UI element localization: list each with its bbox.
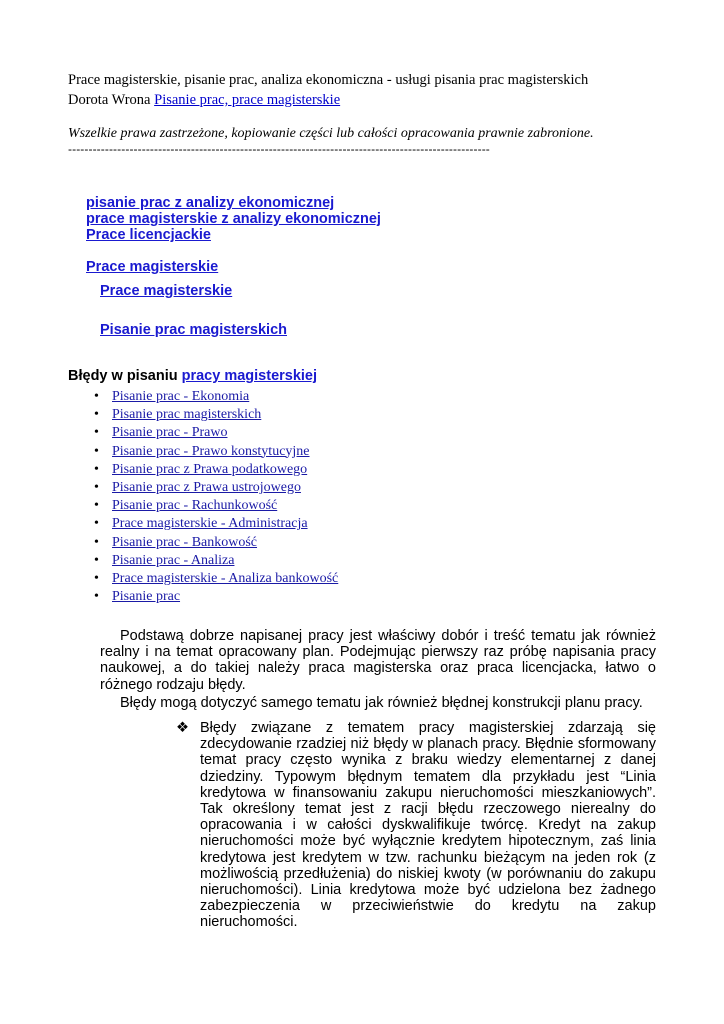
header-title-line (68, 70, 588, 90)
header-author-line (68, 90, 588, 110)
services-list (94, 388, 338, 606)
list-link-administracja[interactable]: Prace magisterskie - Administracja (112, 516, 308, 532)
list-link-prawo-konstytucyjne[interactable]: Pisanie prac - Prawo konstytucyjne (112, 443, 310, 459)
list-item (94, 424, 338, 442)
top-links-block (86, 195, 381, 243)
list-item (94, 588, 338, 606)
copyright-notice: Wszelkie prawa zastrzeżone, kopiowanie części lub całości opracowania prawnie zabronione. (68, 126, 594, 141)
link-prace-magisterskie-analiza[interactable]: prace magisterskie z analizy ekonomicznej (86, 211, 381, 227)
list-link-prawo-ustrojowe[interactable]: Pisanie prac z Prawa ustrojowego (112, 480, 301, 496)
link-prace-magisterskie-1[interactable]: Prace magisterskie (86, 259, 219, 275)
body-paragraph-1-text: Podstawą dobrze napisanej pracy jest właściwy dobór i treść tematu jak również realny i na temat opracowany plan. Podejmując pierwszy raz próbę napisania pracy naukowej, a do takiej należy praca magisterska oraz praca licencjacka, łatwo o różnego rodzaju błędy. (100, 628, 656, 693)
mid-link-block-1 (86, 259, 218, 275)
diamond-bullet-icon: ❖ (176, 720, 189, 736)
list-link-pisanie-prac-magisterskich[interactable]: Pisanie prac magisterskich (112, 407, 262, 423)
list-link-analiza-bankowosc[interactable]: Prace magisterskie - Analiza bankowość (112, 571, 339, 587)
header-title-suffix: - usługi pisania prac magisterskich (383, 72, 589, 88)
header-title: Prace magisterskie, pisanie prac, analiza ekonomiczna (68, 72, 384, 88)
errors-heading-link[interactable]: pracy magisterskiej (181, 368, 318, 384)
list-item (94, 406, 338, 424)
list-item (94, 552, 338, 570)
link-prace-magisterskie-2[interactable]: Prace magisterskie (100, 283, 233, 299)
link-analiza-ekonomiczna[interactable]: pisanie prac z analizy ekonomicznej (86, 195, 335, 211)
errors-heading (68, 368, 317, 384)
document-header (68, 70, 588, 110)
list-item (94, 461, 338, 479)
list-link-ekonomia[interactable]: Pisanie prac - Ekonomia (112, 389, 250, 404)
body-paragraph-2: Błędy mogą dotyczyć samego tematu jak również błędnej konstrukcji planu pracy. (120, 695, 643, 711)
list-link-analiza[interactable]: Pisanie prac - Analiza (112, 552, 235, 568)
body-paragraph-1 (100, 628, 656, 693)
divider-line: ------------------------------------------------------------------------------------------------------- (68, 142, 490, 156)
list-link-pisanie-prac[interactable]: Pisanie prac (112, 589, 181, 605)
link-prace-licencjackie[interactable]: Prace licencjackie (86, 227, 211, 243)
list-item (94, 570, 338, 588)
list-item (94, 388, 338, 406)
diamond-item-text: Błędy związane z tematem pracy magisterskiej zdarzają się zdecydowanie rzadziej niż błędy w planach pracy. Błędnie sformowany temat pracy często wynika z braku wiedzy elementarnej z danej dziedziny. Typowym błędnym tematem dla przykładu jest “Linia kredytowa w finansowaniu zakupu nieruchomości mieszkaniowych”. Tak określony temat jest z racji błędu rzeczowego nierealny do opracowania i w całości dyskwalifikuje twórcę. Kredyt na zakup nieruchomości może być wyłącznie kredytem hipotecznym, zaś linia kredytowa jest kredytem w tzw. rachunku bieżącym na jeden rok (z możliwością przedłużenia) do niskiej kwoty (w porównaniu do zakupu nieruchomości). Linia kredytowa może być udzielona bez żadnego zabezpieczenia w przeciwieństwie do kredytu na zakup nieruchomości. (200, 720, 656, 931)
list-item (94, 515, 338, 533)
list-link-prawo[interactable]: Pisanie prac - Prawo (112, 425, 228, 441)
mid-link-block-3 (100, 322, 287, 338)
header-author-link[interactable]: Pisanie prac, prace magisterskie (154, 92, 341, 108)
diamond-list-item (176, 720, 656, 931)
header-author: Dorota Wrona (68, 92, 155, 108)
mid-link-block-2 (100, 283, 232, 299)
list-link-rachunkowosc[interactable]: Pisanie prac - Rachunkowość (112, 498, 278, 514)
link-pisanie-prac-magisterskich[interactable]: Pisanie prac magisterskich (100, 322, 287, 338)
list-item (94, 479, 338, 497)
errors-heading-prefix: Błędy w pisaniu (68, 368, 182, 384)
list-item (94, 534, 338, 552)
list-link-prawo-podatkowe[interactable]: Pisanie prac z Prawa podatkowego (112, 461, 308, 477)
list-item (94, 443, 338, 461)
list-item (94, 497, 338, 515)
list-link-bankowosc[interactable]: Pisanie prac - Bankowość (112, 534, 258, 550)
